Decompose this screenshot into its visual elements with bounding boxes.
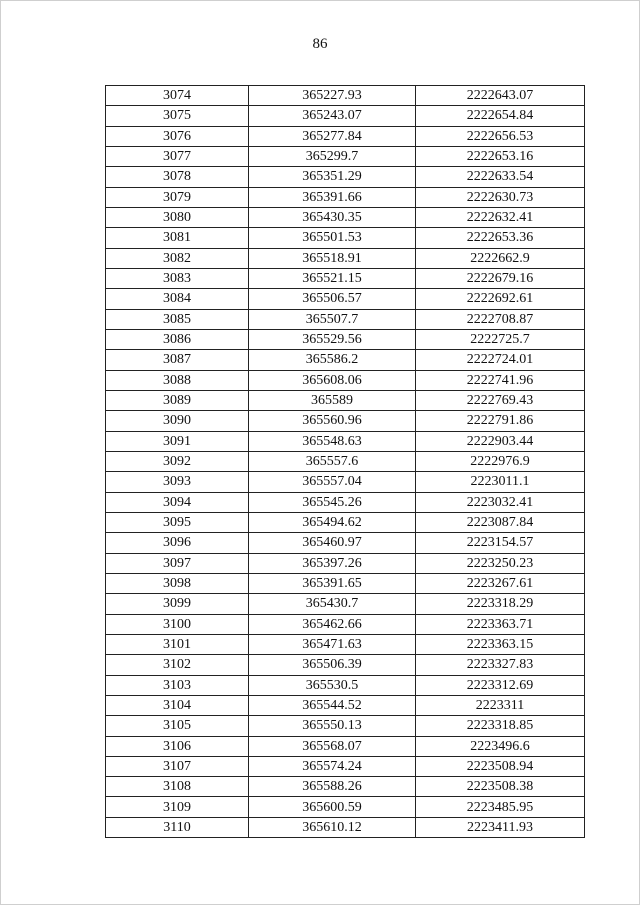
x-coordinate-cell: 365586.2 xyxy=(249,350,416,370)
x-coordinate-cell: 365430.7 xyxy=(249,594,416,614)
table-row xyxy=(106,187,585,207)
y-coordinate-cell: 2223087.84 xyxy=(416,512,585,532)
y-coordinate-cell: 2223154.57 xyxy=(416,533,585,553)
point-number-cell: 3088 xyxy=(106,370,249,390)
y-coordinate-cell: 2223311 xyxy=(416,695,585,715)
point-number-cell: 3085 xyxy=(106,309,249,329)
point-number-cell: 3081 xyxy=(106,228,249,248)
table-row xyxy=(106,126,585,146)
point-number-cell: 3076 xyxy=(106,126,249,146)
table-row xyxy=(106,350,585,370)
x-coordinate-cell: 365243.07 xyxy=(249,106,416,126)
x-coordinate-cell: 365574.24 xyxy=(249,756,416,776)
y-coordinate-cell: 2222692.61 xyxy=(416,289,585,309)
coordinates-table-body xyxy=(106,86,585,838)
y-coordinate-cell: 2222633.54 xyxy=(416,167,585,187)
table-row xyxy=(106,675,585,695)
y-coordinate-cell: 2223496.6 xyxy=(416,736,585,756)
y-coordinate-cell: 2222769.43 xyxy=(416,390,585,410)
point-number-cell: 3105 xyxy=(106,716,249,736)
y-coordinate-cell: 2222632.41 xyxy=(416,207,585,227)
x-coordinate-cell: 365530.5 xyxy=(249,675,416,695)
table-row xyxy=(106,797,585,817)
y-coordinate-cell: 2222662.9 xyxy=(416,248,585,268)
point-number-cell: 3097 xyxy=(106,553,249,573)
x-coordinate-cell: 365494.62 xyxy=(249,512,416,532)
table-row xyxy=(106,533,585,553)
point-number-cell: 3100 xyxy=(106,614,249,634)
y-coordinate-cell: 2222656.53 xyxy=(416,126,585,146)
x-coordinate-cell: 365608.06 xyxy=(249,370,416,390)
point-number-cell: 3110 xyxy=(106,817,249,837)
x-coordinate-cell: 365545.26 xyxy=(249,492,416,512)
y-coordinate-cell: 2223411.93 xyxy=(416,817,585,837)
x-coordinate-cell: 365518.91 xyxy=(249,248,416,268)
page-number: 86 xyxy=(312,36,328,52)
y-coordinate-cell: 2223485.95 xyxy=(416,797,585,817)
point-number-cell: 3101 xyxy=(106,634,249,654)
x-coordinate-cell: 365507.7 xyxy=(249,309,416,329)
y-coordinate-cell: 2222654.84 xyxy=(416,106,585,126)
table-row xyxy=(106,370,585,390)
point-number-cell: 3079 xyxy=(106,187,249,207)
y-coordinate-cell: 2222724.01 xyxy=(416,350,585,370)
point-number-cell: 3103 xyxy=(106,675,249,695)
x-coordinate-cell: 365430.35 xyxy=(249,207,416,227)
y-coordinate-cell: 2222903.44 xyxy=(416,431,585,451)
table-row xyxy=(106,309,585,329)
x-coordinate-cell: 365588.26 xyxy=(249,777,416,797)
point-number-cell: 3109 xyxy=(106,797,249,817)
table-row xyxy=(106,655,585,675)
point-number-cell: 3078 xyxy=(106,167,249,187)
point-number-cell: 3086 xyxy=(106,329,249,349)
point-number-cell: 3091 xyxy=(106,431,249,451)
point-number-cell: 3098 xyxy=(106,573,249,593)
y-coordinate-cell: 2222643.07 xyxy=(416,86,585,106)
table-row xyxy=(106,614,585,634)
point-number-cell: 3074 xyxy=(106,86,249,106)
x-coordinate-cell: 365397.26 xyxy=(249,553,416,573)
table-row xyxy=(106,716,585,736)
table-row xyxy=(106,268,585,288)
table-row xyxy=(106,431,585,451)
y-coordinate-cell: 2223032.41 xyxy=(416,492,585,512)
x-coordinate-cell: 365227.93 xyxy=(249,86,416,106)
x-coordinate-cell: 365557.6 xyxy=(249,451,416,471)
y-coordinate-cell: 2223312.69 xyxy=(416,675,585,695)
x-coordinate-cell: 365550.13 xyxy=(249,716,416,736)
x-coordinate-cell: 365560.96 xyxy=(249,411,416,431)
y-coordinate-cell: 2223327.83 xyxy=(416,655,585,675)
x-coordinate-cell: 365557.04 xyxy=(249,472,416,492)
point-number-cell: 3082 xyxy=(106,248,249,268)
table-row xyxy=(106,756,585,776)
y-coordinate-cell: 2223508.38 xyxy=(416,777,585,797)
point-number-cell: 3089 xyxy=(106,390,249,410)
y-coordinate-cell: 2223267.61 xyxy=(416,573,585,593)
table-row xyxy=(106,146,585,166)
x-coordinate-cell: 365471.63 xyxy=(249,634,416,654)
point-number-cell: 3075 xyxy=(106,106,249,126)
table-row xyxy=(106,512,585,532)
table-row xyxy=(106,228,585,248)
y-coordinate-cell: 2222976.9 xyxy=(416,451,585,471)
table-row xyxy=(106,106,585,126)
point-number-cell: 3108 xyxy=(106,777,249,797)
point-number-cell: 3092 xyxy=(106,451,249,471)
x-coordinate-cell: 365589 xyxy=(249,390,416,410)
point-number-cell: 3083 xyxy=(106,268,249,288)
x-coordinate-cell: 365506.39 xyxy=(249,655,416,675)
table-row xyxy=(106,329,585,349)
y-coordinate-cell: 2223318.85 xyxy=(416,716,585,736)
table-row xyxy=(106,777,585,797)
y-coordinate-cell: 2222653.36 xyxy=(416,228,585,248)
y-coordinate-cell: 2222653.16 xyxy=(416,146,585,166)
table-row xyxy=(106,411,585,431)
point-number-cell: 3094 xyxy=(106,492,249,512)
y-coordinate-cell: 2222679.16 xyxy=(416,268,585,288)
table-row xyxy=(106,573,585,593)
y-coordinate-cell: 2223363.15 xyxy=(416,634,585,654)
table-row xyxy=(106,594,585,614)
table-row xyxy=(106,390,585,410)
x-coordinate-cell: 365391.65 xyxy=(249,573,416,593)
point-number-cell: 3096 xyxy=(106,533,249,553)
y-coordinate-cell: 2223011.1 xyxy=(416,472,585,492)
x-coordinate-cell: 365610.12 xyxy=(249,817,416,837)
point-number-cell: 3104 xyxy=(106,695,249,715)
x-coordinate-cell: 365529.56 xyxy=(249,329,416,349)
y-coordinate-cell: 2222741.96 xyxy=(416,370,585,390)
x-coordinate-cell: 365568.07 xyxy=(249,736,416,756)
point-number-cell: 3093 xyxy=(106,472,249,492)
x-coordinate-cell: 365521.15 xyxy=(249,268,416,288)
table-row xyxy=(106,451,585,471)
x-coordinate-cell: 365351.29 xyxy=(249,167,416,187)
table-row xyxy=(106,472,585,492)
point-number-cell: 3080 xyxy=(106,207,249,227)
table-row xyxy=(106,817,585,837)
table-row xyxy=(106,86,585,106)
table-row xyxy=(106,248,585,268)
coordinates-table xyxy=(105,85,585,838)
x-coordinate-cell: 365460.97 xyxy=(249,533,416,553)
point-number-cell: 3084 xyxy=(106,289,249,309)
y-coordinate-cell: 2223250.23 xyxy=(416,553,585,573)
x-coordinate-cell: 365506.57 xyxy=(249,289,416,309)
point-number-cell: 3090 xyxy=(106,411,249,431)
point-number-cell: 3077 xyxy=(106,146,249,166)
table-row xyxy=(106,695,585,715)
point-number-cell: 3099 xyxy=(106,594,249,614)
x-coordinate-cell: 365299.7 xyxy=(249,146,416,166)
table-row xyxy=(106,167,585,187)
table-row xyxy=(106,736,585,756)
table-row xyxy=(106,634,585,654)
y-coordinate-cell: 2222725.7 xyxy=(416,329,585,349)
table-row xyxy=(106,207,585,227)
y-coordinate-cell: 2222630.73 xyxy=(416,187,585,207)
point-number-cell: 3107 xyxy=(106,756,249,776)
x-coordinate-cell: 365277.84 xyxy=(249,126,416,146)
point-number-cell: 3095 xyxy=(106,512,249,532)
x-coordinate-cell: 365600.59 xyxy=(249,797,416,817)
point-number-cell: 3106 xyxy=(106,736,249,756)
x-coordinate-cell: 365391.66 xyxy=(249,187,416,207)
table-row xyxy=(106,492,585,512)
y-coordinate-cell: 2222791.86 xyxy=(416,411,585,431)
y-coordinate-cell: 2223363.71 xyxy=(416,614,585,634)
point-number-cell: 3087 xyxy=(106,350,249,370)
y-coordinate-cell: 2223508.94 xyxy=(416,756,585,776)
table-row xyxy=(106,553,585,573)
point-number-cell: 3102 xyxy=(106,655,249,675)
y-coordinate-cell: 2222708.87 xyxy=(416,309,585,329)
x-coordinate-cell: 365462.66 xyxy=(249,614,416,634)
x-coordinate-cell: 365501.53 xyxy=(249,228,416,248)
x-coordinate-cell: 365548.63 xyxy=(249,431,416,451)
table-row xyxy=(106,289,585,309)
x-coordinate-cell: 365544.52 xyxy=(249,695,416,715)
y-coordinate-cell: 2223318.29 xyxy=(416,594,585,614)
